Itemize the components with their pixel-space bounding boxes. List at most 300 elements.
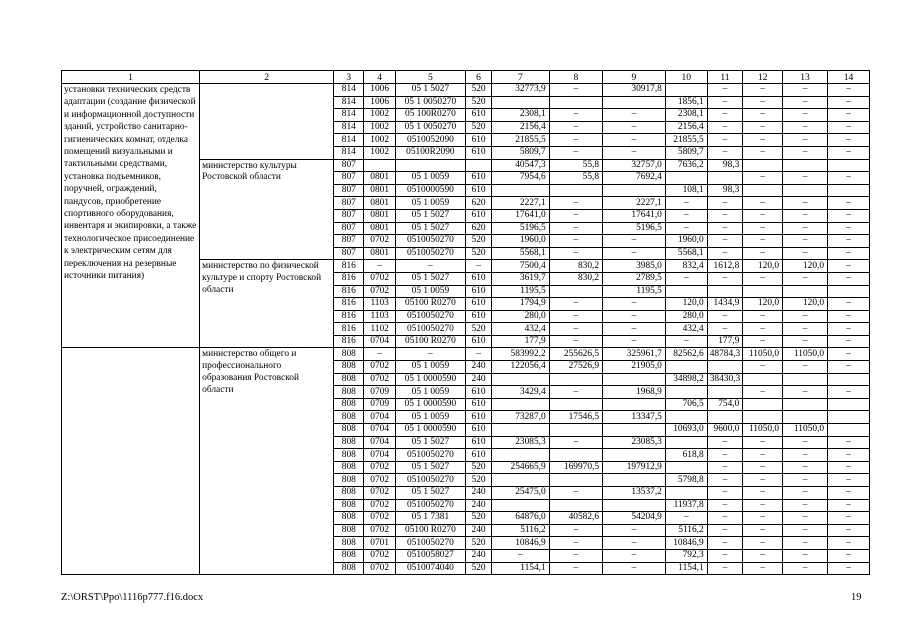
table-cell: 816 (334, 335, 364, 348)
table-cell: – (549, 235, 602, 248)
table-cell: – (743, 549, 783, 562)
table-cell: 618,8 (665, 449, 707, 462)
table-cell: 25475,0 (492, 487, 550, 500)
table-cell: – (828, 449, 870, 462)
table-cell (549, 285, 602, 298)
table-cell: – (603, 335, 666, 348)
table-cell: 1002 (364, 146, 395, 159)
table-cell: 0510050270 (395, 247, 465, 260)
table-cell: 2156,4 (665, 121, 707, 134)
header-cell: 3 (334, 71, 364, 84)
table-cell: 1154,1 (492, 562, 550, 575)
table-cell: 807 (334, 235, 364, 248)
table-cell: 05 1 0050270 (395, 121, 465, 134)
organization-sport: министерство по физической культуре и спорту Ростовской области (200, 260, 334, 348)
table-cell (665, 361, 707, 374)
table-cell: – (828, 222, 870, 235)
table-cell: 05 1 0050270 (395, 96, 465, 109)
table-cell: 05 1 0000590 (395, 373, 465, 386)
table-cell: 520 (465, 121, 491, 134)
table-cell: 816 (334, 298, 364, 311)
table-cell: – (783, 562, 828, 575)
table-cell (549, 474, 602, 487)
table-cell (665, 84, 707, 97)
table-cell (492, 184, 550, 197)
table-cell: 610 (465, 424, 491, 437)
header-cell: 9 (603, 71, 666, 84)
table-cell: – (783, 121, 828, 134)
table-cell (828, 411, 870, 424)
table-cell: 5196,5 (603, 222, 666, 235)
header-cell: 12 (743, 71, 783, 84)
table-cell: 0702 (364, 549, 395, 562)
table-cell: 814 (334, 96, 364, 109)
table-cell (828, 184, 870, 197)
table-cell: – (783, 474, 828, 487)
table-cell: 7500,4 (492, 260, 550, 273)
table-cell: – (828, 134, 870, 147)
table-cell: – (783, 524, 828, 537)
table-cell (707, 285, 743, 298)
table-cell: – (364, 260, 395, 273)
table-cell: 05 100R0270 (395, 109, 465, 122)
table-cell: – (743, 461, 783, 474)
header-cell: 13 (783, 71, 828, 84)
table-cell: 0702 (364, 361, 395, 374)
table-cell: – (743, 524, 783, 537)
table-cell: – (828, 562, 870, 575)
table-cell: 0510050270 (395, 449, 465, 462)
table-cell: – (603, 134, 666, 147)
table-cell: 0704 (364, 449, 395, 462)
table-cell (603, 373, 666, 386)
table-cell: 73287,0 (492, 411, 550, 424)
table-cell: – (828, 260, 870, 273)
table-cell: 2308,1 (492, 109, 550, 122)
table-cell: – (828, 298, 870, 311)
table-cell: – (707, 209, 743, 222)
table-cell: – (783, 537, 828, 550)
table-cell: – (783, 247, 828, 260)
table-cell: 520 (465, 474, 491, 487)
table-cell: 754,0 (707, 398, 743, 411)
table-cell: – (828, 197, 870, 210)
header-cell: 1 (62, 71, 200, 84)
table-cell: 610 (465, 386, 491, 399)
table-cell: – (783, 84, 828, 97)
table-cell: – (549, 487, 602, 500)
table-cell: 808 (334, 386, 364, 399)
table-cell: 0701 (364, 537, 395, 550)
table-cell: – (828, 109, 870, 122)
table-cell: 05 1 0059 (395, 361, 465, 374)
table-cell: 1794,9 (492, 298, 550, 311)
table-cell (603, 184, 666, 197)
table-cell: 5809,7 (665, 146, 707, 159)
table-cell: 610 (465, 109, 491, 122)
table-cell: – (783, 449, 828, 462)
table-cell: – (783, 310, 828, 323)
table-cell: – (395, 260, 465, 273)
table-cell: 808 (334, 449, 364, 462)
table-cell: 5568,1 (492, 247, 550, 260)
purpose-cell: установки технических средств адаптации (создание физической и информационной доступности зданий, устройство санитарно-гигиенических комнат, отделка помещений визуальными и тактильными средствами, установка подъемников, поручней, ограждений, пандусов, приобретение спортивного оборудования, инвентаря и экипировки, а также технологическое присоединение к электрическим сетям для переключения на резервные источники питания) (62, 84, 200, 348)
table-cell: 11050,0 (743, 348, 783, 361)
table-cell: 1960,0 (665, 235, 707, 248)
table-cell: 30917,8 (603, 84, 666, 97)
table-cell: 10846,9 (665, 537, 707, 550)
table-cell: 1103 (364, 310, 395, 323)
table-cell: 808 (334, 549, 364, 562)
table-cell: 610 (465, 209, 491, 222)
table-cell: – (783, 109, 828, 122)
table-cell: 816 (334, 285, 364, 298)
table-cell: – (828, 436, 870, 449)
table-cell: 1006 (364, 96, 395, 109)
table-cell: – (783, 172, 828, 185)
table-cell: 520 (465, 84, 491, 97)
table-cell: 610 (465, 449, 491, 462)
table-cell: 5116,2 (492, 524, 550, 537)
table-cell: 610 (465, 335, 491, 348)
table-cell: 792,3 (665, 549, 707, 562)
table-cell: 10693,0 (665, 424, 707, 437)
table-cell: 7636,2 (665, 159, 707, 172)
table-cell: – (743, 172, 783, 185)
table-cell: 11937,8 (665, 499, 707, 512)
table-cell: 05 1 0059 (395, 197, 465, 210)
table-cell: – (707, 323, 743, 336)
table-cell: – (665, 272, 707, 285)
table-cell: 1195,5 (603, 285, 666, 298)
table-cell: – (549, 436, 602, 449)
table-cell: 5809,7 (492, 146, 550, 159)
table-cell: 3985,0 (603, 260, 666, 273)
table-cell: 807 (334, 172, 364, 185)
table-cell: – (743, 323, 783, 336)
table-cell: – (828, 209, 870, 222)
table-cell: 808 (334, 512, 364, 525)
table-cell: – (707, 512, 743, 525)
table-cell (603, 424, 666, 437)
table-cell: – (743, 96, 783, 109)
table-cell: 120,0 (743, 260, 783, 273)
table-cell: 17641,0 (603, 209, 666, 222)
table-cell: 9600,0 (707, 424, 743, 437)
table-cell: – (549, 298, 602, 311)
table-cell: 808 (334, 499, 364, 512)
table-cell: – (549, 310, 602, 323)
budget-table (61, 70, 870, 575)
table-cell: – (707, 499, 743, 512)
table-cell (707, 411, 743, 424)
table-cell: – (707, 84, 743, 97)
table-cell: – (707, 549, 743, 562)
table-cell: 0702 (364, 461, 395, 474)
table-cell: – (743, 310, 783, 323)
header-cell: 11 (707, 71, 743, 84)
table-cell: – (603, 537, 666, 550)
table-cell: 0702 (364, 487, 395, 500)
table-cell: 0801 (364, 209, 395, 222)
table-cell: 240 (465, 487, 491, 500)
table-cell: – (743, 209, 783, 222)
table-cell: 814 (334, 134, 364, 147)
table-cell: – (707, 272, 743, 285)
table-cell: 5798,8 (665, 474, 707, 487)
table-cell (603, 398, 666, 411)
table-cell: 808 (334, 398, 364, 411)
table-cell: 816 (334, 260, 364, 273)
table-cell: – (743, 386, 783, 399)
table-cell: – (828, 335, 870, 348)
table-cell: 05 1 5027 (395, 461, 465, 474)
table-cell: 05 1 7381 (395, 512, 465, 525)
table-cell: 54204,9 (603, 512, 666, 525)
table-cell: 520 (465, 323, 491, 336)
table-cell: 11050,0 (783, 348, 828, 361)
table-cell: – (665, 222, 707, 235)
table-cell: 816 (334, 272, 364, 285)
table-cell: – (707, 247, 743, 260)
table-cell: – (828, 247, 870, 260)
table-cell: 120,0 (665, 298, 707, 311)
table-cell: – (828, 474, 870, 487)
table-cell: 177,9 (707, 335, 743, 348)
table-cell: 520 (465, 537, 491, 550)
table-cell: 432,4 (665, 323, 707, 336)
table-cell: 82562,6 (665, 348, 707, 361)
table-cell: 1103 (364, 298, 395, 311)
table-cell: 40582,6 (549, 512, 602, 525)
table-cell: 34898,2 (665, 373, 707, 386)
table-cell: 2156,4 (492, 121, 550, 134)
table-cell (549, 96, 602, 109)
table-cell: 177,9 (492, 335, 550, 348)
header-cell: 6 (465, 71, 491, 84)
table-cell: – (743, 335, 783, 348)
table-cell (665, 386, 707, 399)
table-cell: – (828, 386, 870, 399)
table-cell (743, 411, 783, 424)
table-cell: 255626,5 (549, 348, 602, 361)
table-cell: 0801 (364, 197, 395, 210)
table-cell: 05 1 5027 (395, 272, 465, 285)
table-cell: 520 (465, 235, 491, 248)
table-cell: – (665, 512, 707, 525)
table-cell: – (743, 449, 783, 462)
file-path: Z:\ORST\Ppo\1116p777.f16.docx (61, 592, 204, 603)
table-cell: 0704 (364, 424, 395, 437)
table-cell: 808 (334, 537, 364, 550)
table-cell: 2227,1 (492, 197, 550, 210)
table-cell (549, 398, 602, 411)
table-cell: 0510050270 (395, 323, 465, 336)
table-cell: 830,2 (549, 260, 602, 273)
table-cell: – (707, 134, 743, 147)
table-cell: 13347,5 (603, 411, 666, 424)
organization-cell-empty (200, 84, 334, 160)
table-cell: – (783, 272, 828, 285)
table-cell (665, 436, 707, 449)
table-cell: – (549, 134, 602, 147)
table-cell: – (783, 235, 828, 248)
table-cell: 32757,0 (603, 159, 666, 172)
table-cell: 610 (465, 272, 491, 285)
table-cell: 610 (465, 436, 491, 449)
table-cell: 0510050270 (395, 537, 465, 550)
table-cell: 1002 (364, 121, 395, 134)
table-cell: 55,8 (549, 172, 602, 185)
table-cell (364, 159, 395, 172)
table-cell: – (707, 461, 743, 474)
header-cell: 8 (549, 71, 602, 84)
table-cell: 610 (465, 411, 491, 424)
table-cell: 1612,8 (707, 260, 743, 273)
table-cell: 0702 (364, 562, 395, 575)
table-cell: – (707, 109, 743, 122)
table-cell: – (743, 499, 783, 512)
table-cell: 807 (334, 222, 364, 235)
table-cell: – (603, 562, 666, 575)
table-cell: – (828, 461, 870, 474)
table-cell (665, 487, 707, 500)
header-cell: 4 (364, 71, 395, 84)
table-cell: – (828, 537, 870, 550)
table-cell: – (549, 121, 602, 134)
table-cell: – (665, 197, 707, 210)
table-cell: 21855,5 (492, 134, 550, 147)
table-cell: 0510052090 (395, 134, 465, 147)
table-cell: 7692,4 (603, 172, 666, 185)
table-cell: – (707, 222, 743, 235)
table-cell: – (549, 386, 602, 399)
table-cell: – (743, 109, 783, 122)
table-cell: 830,2 (549, 272, 602, 285)
table-cell: – (783, 335, 828, 348)
table-cell (603, 499, 666, 512)
table-cell: 169970,5 (549, 461, 602, 474)
organization-education: министерство общего и профессионального образования Ростовской области (200, 348, 334, 575)
table-cell: 1434,9 (707, 298, 743, 311)
table-cell: 0510074040 (395, 562, 465, 575)
table-cell: – (783, 499, 828, 512)
table-cell: 11050,0 (783, 424, 828, 437)
table-cell: 240 (465, 549, 491, 562)
table-cell: – (828, 361, 870, 374)
table-cell (492, 96, 550, 109)
table-cell: – (783, 323, 828, 336)
table-cell (492, 499, 550, 512)
table-cell: – (828, 310, 870, 323)
table-cell: 807 (334, 197, 364, 210)
table-cell: 120,0 (783, 298, 828, 311)
table-cell: – (707, 235, 743, 248)
table-cell (783, 159, 828, 172)
table-cell: 98,3 (707, 184, 743, 197)
table-cell (743, 373, 783, 386)
table-cell: – (828, 323, 870, 336)
table-cell (492, 474, 550, 487)
table-cell: 280,0 (492, 310, 550, 323)
table-cell: – (783, 209, 828, 222)
table-cell: 816 (334, 323, 364, 336)
table-cell: 05100 R0270 (395, 335, 465, 348)
table-cell: – (549, 146, 602, 159)
purpose-cell-continued (62, 348, 200, 575)
table-cell: – (549, 323, 602, 336)
table-cell (492, 449, 550, 462)
table-cell: 610 (465, 285, 491, 298)
table-cell (828, 159, 870, 172)
table-cell: 432,4 (492, 323, 550, 336)
table-cell: 610 (465, 134, 491, 147)
table-cell: 520 (465, 247, 491, 260)
table-cell: 325961,7 (603, 348, 666, 361)
table-cell: – (783, 222, 828, 235)
table-cell: – (603, 323, 666, 336)
table-cell: – (465, 260, 491, 273)
table-cell: 808 (334, 487, 364, 500)
table-cell: 1102 (364, 323, 395, 336)
table-cell: – (603, 146, 666, 159)
table-cell: 05100 R0270 (395, 298, 465, 311)
table-cell: 520 (465, 562, 491, 575)
table-cell: 21905,0 (603, 361, 666, 374)
table-cell: 520 (465, 461, 491, 474)
table-cell: 808 (334, 373, 364, 386)
table-cell: – (549, 537, 602, 550)
table-cell: – (783, 386, 828, 399)
table-cell: 610 (465, 146, 491, 159)
table-cell (783, 184, 828, 197)
table-cell: – (783, 146, 828, 159)
table-cell: 0510050270 (395, 474, 465, 487)
table-cell: 122056,4 (492, 361, 550, 374)
table-cell: – (549, 524, 602, 537)
table-cell: 240 (465, 499, 491, 512)
table-cell: 240 (465, 361, 491, 374)
header-row (62, 71, 870, 84)
table-cell: – (828, 84, 870, 97)
organization-culture: министерство культуры Ростовской области (200, 159, 334, 260)
table-cell: – (743, 512, 783, 525)
table-cell: 254665,9 (492, 461, 550, 474)
table-cell: – (743, 436, 783, 449)
table-cell: 807 (334, 247, 364, 260)
table-cell: – (707, 537, 743, 550)
table-cell (492, 398, 550, 411)
table-cell (549, 499, 602, 512)
table-cell (549, 449, 602, 462)
table-cell: 610 (465, 398, 491, 411)
table-cell: – (707, 121, 743, 134)
table-cell: 808 (334, 474, 364, 487)
table-cell: – (364, 348, 395, 361)
table-cell (707, 386, 743, 399)
table-cell (465, 159, 491, 172)
header-cell: 7 (492, 71, 550, 84)
table-cell (603, 449, 666, 462)
table-cell: – (828, 524, 870, 537)
table-cell: 05 1 0000590 (395, 398, 465, 411)
table-cell: 620 (465, 197, 491, 210)
table-cell: 0510050270 (395, 310, 465, 323)
table-cell: 0702 (364, 524, 395, 537)
table-row (62, 84, 870, 97)
table-cell: 05 1 0059 (395, 411, 465, 424)
table-cell: 0702 (364, 285, 395, 298)
